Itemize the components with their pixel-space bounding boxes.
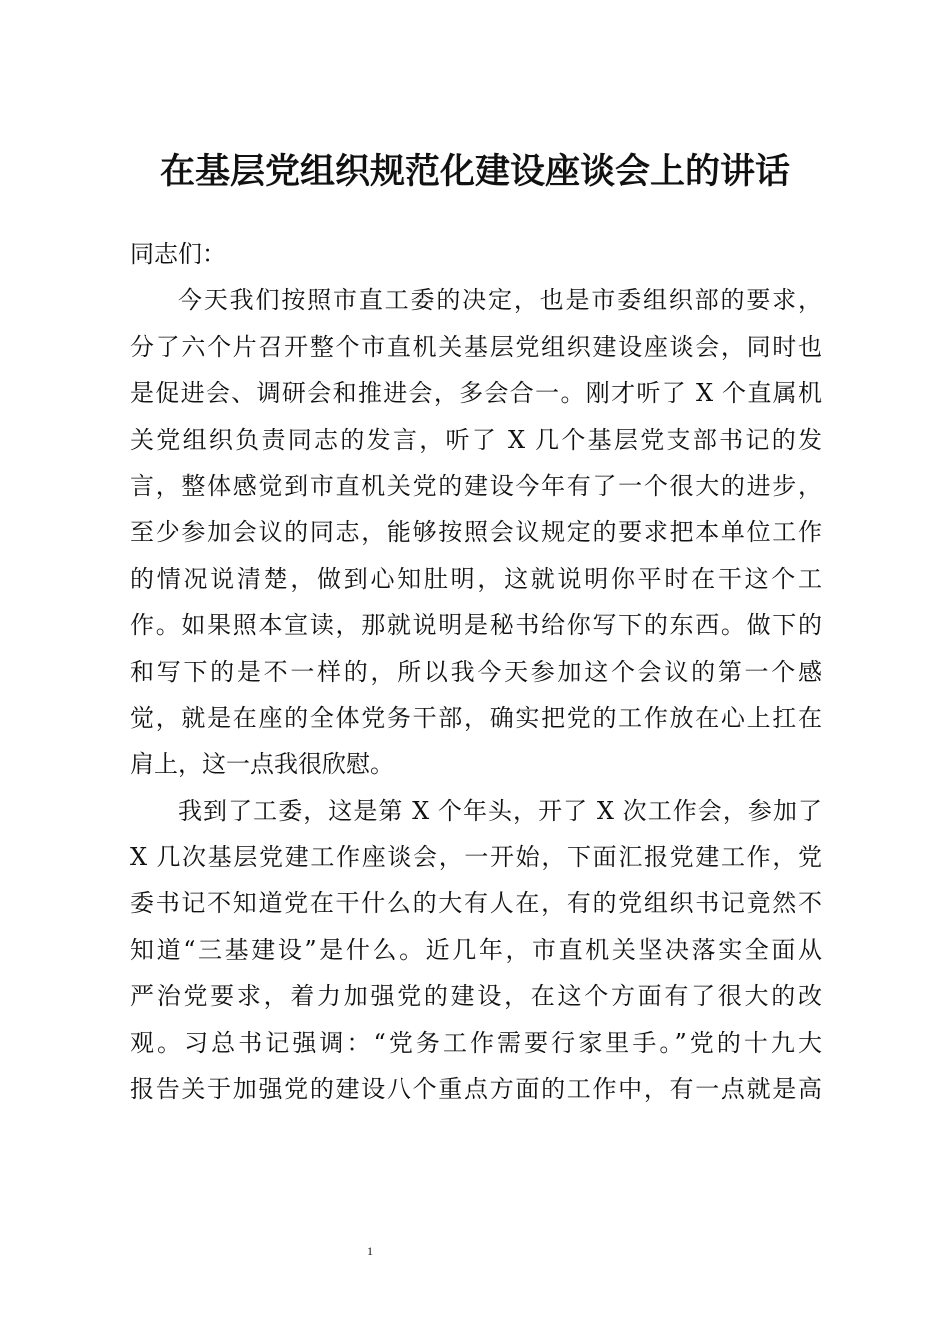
paragraph-2 [130, 788, 822, 1113]
text-line: 觉，就是在座的全体党务干部，确实把党的工作放在心上扛在 [130, 703, 822, 732]
document-title: 在基层党组织规范化建设座谈会上的讲话 [159, 151, 790, 192]
text-line: 作。如果照本宣读，那就说明是秘书给你写下的东西。做下的 [130, 611, 822, 640]
text-line: 肩上，这一点我很欣慰。 [130, 750, 394, 779]
page-number: 1 [367, 1244, 373, 1258]
text-line: 言，整体感觉到市直机关党的建设今年有了一个很大的进步， [130, 471, 822, 500]
text-line: 和写下的是不一样的，所以我今天参加这个会议的第一个感 [130, 657, 822, 686]
text-line: 委书记不知道党在干什么的大有人在，有的党组织书记竟然不 [130, 889, 822, 918]
text-line: 严治党要求，着力加强党的建设，在这个方面有了很大的改 [130, 982, 822, 1011]
text-line: 至少参加会议的同志，能够按照会议规定的要求把本单位工作 [130, 518, 822, 547]
text-line: 报告关于加强党的建设八个重点方面的工作中，有一点就是高 [130, 1075, 822, 1104]
paragraph-1 [130, 277, 822, 787]
text-line: 今天我们按照市直工委的决定，也是市委组织部的要求， [178, 286, 822, 315]
text-line: 观。习总书记强调：“党务工作需要行家里手。”党的十九大 [130, 1028, 822, 1057]
text-line: 分了六个片召开整个市直机关基层党组织建设座谈会，同时也 [130, 332, 822, 361]
text-line: 我到了工委，这是第 X 个年头，开了 X 次工作会，参加了 [178, 796, 822, 825]
text-line: 的情况说清楚，做到心知肚明，这就说明你平时在干这个工 [130, 564, 822, 593]
text-line: 知道“三基建设”是什么。近几年，市直机关坚决落实全面从 [130, 935, 822, 964]
salutation: 同志们： [130, 240, 226, 268]
document-body [130, 231, 822, 1112]
text-line: 关党组织负责同志的发言，听了 X 几个基层党支部书记的发 [130, 425, 822, 454]
text-line: X 几次基层党建工作座谈会，一开始，下面汇报党建工作，党 [130, 843, 822, 872]
text-line: 是促进会、调研会和推进会，多会合一。刚才听了 X 个直属机 [130, 379, 822, 408]
